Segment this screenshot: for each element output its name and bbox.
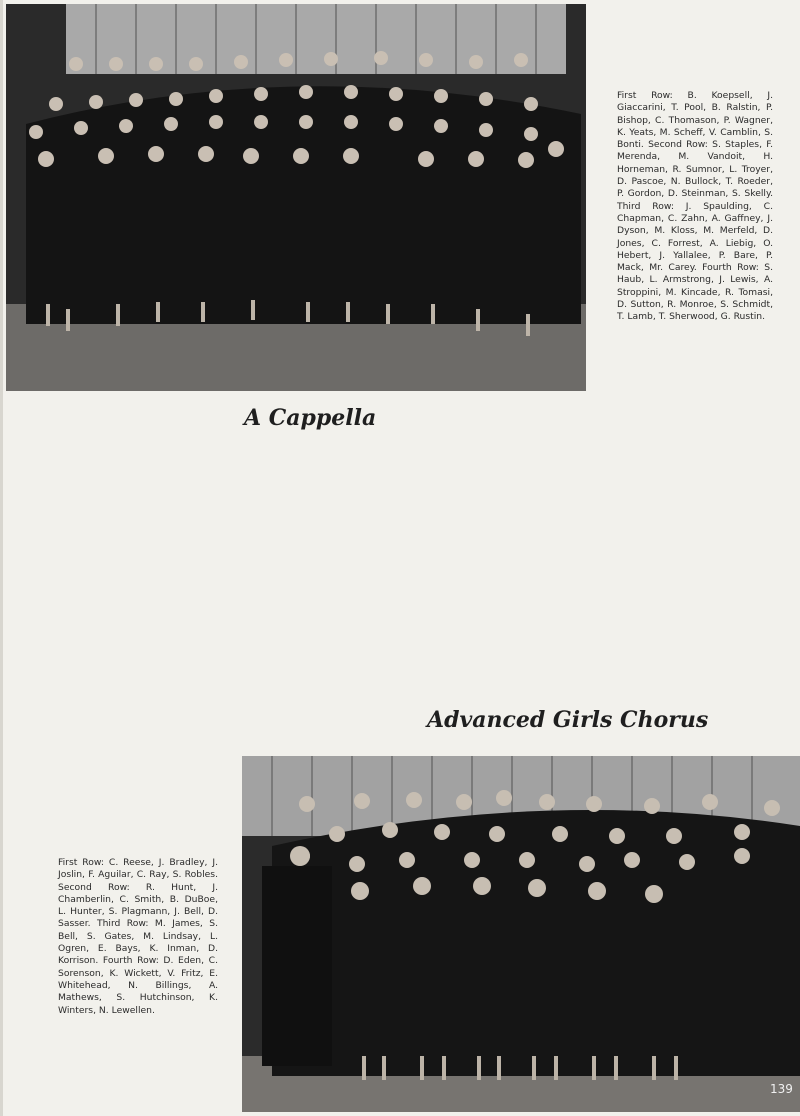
a-cappella-title: A Cappella	[244, 405, 377, 431]
a-cappella-caption: First Row: B. Koepsell, J. Giaccarini, T. Pool, B. Ralstin, P. Bishop, C. Thomason, P. Wagner, K. Yeats, M. Scheff, V. Camblin, S. Bonti. Second Row: S. Staples, F. Merenda, M. Vandoit, H. Horneman, R. Sumnor, L. Troyer, D. Pascoe, N. Bullock, T. Roeder, P. Gordon, D. Steinman, S. Skelly. Third Row: J. Spaulding, C. Chapman, C. Zahn, A. Gaffney, J. Dyson, M. Kloss, M. Merfeld, D. Jones, C. Forrest, A. Liebig, O. Hebert, J. Yallalee, P. Bare, P. Mack, Mr. Carey. Fourth Row: S. Haub, L. Armstrong, J. Lewis, A. Stroppini, M. Kincade, R. Tomasi, D. Sutton, R. Monroe, S. Schmidt, T. Lamb, T. Sherwood, G. Rustin.	[617, 90, 773, 323]
advanced-girls-chorus-caption: First Row: C. Reese, J. Bradley, J. Joslin, F. Aguilar, C. Ray, S. Robles. Second Row: R. Hunt, J. Chamberlin, C. Smith, B. DuBoe, L. Hunter, S. Plagmann, J. Bell, D. Sasser. Third Row: M. James, S. Bell, S. Gates, M. Lindsay, L. Ogren, E. Bays, K. Inman, D. Korrison. Fourth Row: D. Eden, C. Sorenson, K. Wickett, V. Fritz, E. Whitehead, N. Billings, A. Mathews, S. Hutchinson, K. Winters, N. Lewellen.	[58, 857, 218, 1016]
advanced-girls-chorus-title: Advanced Girls Chorus	[427, 707, 709, 733]
page-number: 139	[770, 1082, 793, 1096]
advanced-girls-chorus-group-photo	[242, 756, 800, 1112]
binding-edge	[0, 0, 3, 1116]
a-cappella-group-photo	[6, 4, 586, 391]
